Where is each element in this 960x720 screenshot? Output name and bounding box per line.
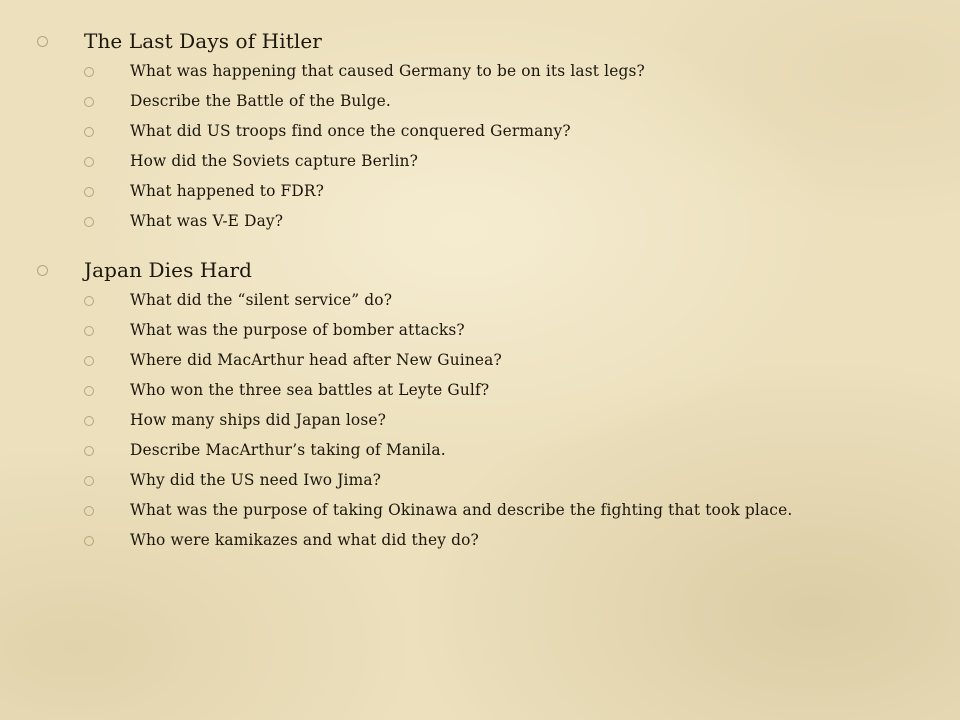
question-text: Who were kamikazes and what did they do? — [130, 531, 479, 549]
bullet-circle-icon — [84, 446, 94, 456]
question-text: How many ships did Japan lose? — [130, 411, 387, 429]
question-text: Who won the three sea battles at Leyte Gulf? — [130, 381, 490, 399]
list-item — [0, 345, 960, 375]
bullet-circle-icon — [84, 476, 94, 486]
bullet-circle-icon — [84, 356, 94, 366]
bullet-circle-icon — [84, 67, 94, 77]
bullet-circle-icon — [84, 187, 94, 197]
list-item — [0, 525, 960, 555]
section-heading-row — [0, 26, 960, 56]
list-item — [0, 405, 960, 435]
bullet-circle-icon — [84, 217, 94, 227]
section-heading-row — [0, 255, 960, 285]
list-item — [0, 116, 960, 146]
section-japan-dies-hard — [0, 255, 960, 555]
question-list — [0, 56, 960, 236]
list-item — [0, 435, 960, 465]
question-text: Describe MacArthur’s taking of Manila. — [130, 441, 446, 459]
question-text: What did the “silent service” do? — [130, 291, 393, 309]
bullet-circle-icon — [84, 97, 94, 107]
section-last-days-of-hitler — [0, 26, 960, 236]
question-list — [0, 285, 960, 555]
question-text: Describe the Battle of the Bulge. — [130, 92, 391, 110]
bullet-circle-icon — [84, 296, 94, 306]
list-item — [0, 375, 960, 405]
question-text: What did US troops find once the conquered Germany? — [130, 122, 571, 140]
list-item — [0, 176, 960, 206]
question-text: Where did MacArthur head after New Guinea? — [130, 351, 502, 369]
list-item — [0, 465, 960, 495]
bullet-circle-icon — [84, 536, 94, 546]
question-text: What was the purpose of bomber attacks? — [130, 321, 465, 339]
question-text: What was the purpose of taking Okinawa and describe the fighting that took place. — [130, 501, 793, 519]
list-item — [0, 285, 960, 315]
section-heading: The Last Days of Hitler — [84, 29, 322, 53]
question-text: What was happening that caused Germany to be on its last legs? — [130, 62, 645, 80]
bullet-circle-icon — [84, 386, 94, 396]
list-item — [0, 86, 960, 116]
bullet-circle-icon — [84, 326, 94, 336]
bullet-circle-icon — [37, 36, 48, 47]
question-text: What was V-E Day? — [130, 212, 284, 230]
bullet-circle-icon — [84, 127, 94, 137]
section-heading: Japan Dies Hard — [84, 258, 253, 282]
question-text: What happened to FDR? — [130, 182, 324, 200]
bullet-circle-icon — [37, 265, 48, 276]
list-item — [0, 146, 960, 176]
list-item — [0, 315, 960, 345]
list-item — [0, 206, 960, 236]
list-item — [0, 495, 960, 525]
question-text: How did the Soviets capture Berlin? — [130, 152, 419, 170]
bullet-circle-icon — [84, 157, 94, 167]
bullet-circle-icon — [84, 506, 94, 516]
question-text: Why did the US need Iwo Jima? — [130, 471, 382, 489]
list-item — [0, 56, 960, 86]
bullet-circle-icon — [84, 416, 94, 426]
